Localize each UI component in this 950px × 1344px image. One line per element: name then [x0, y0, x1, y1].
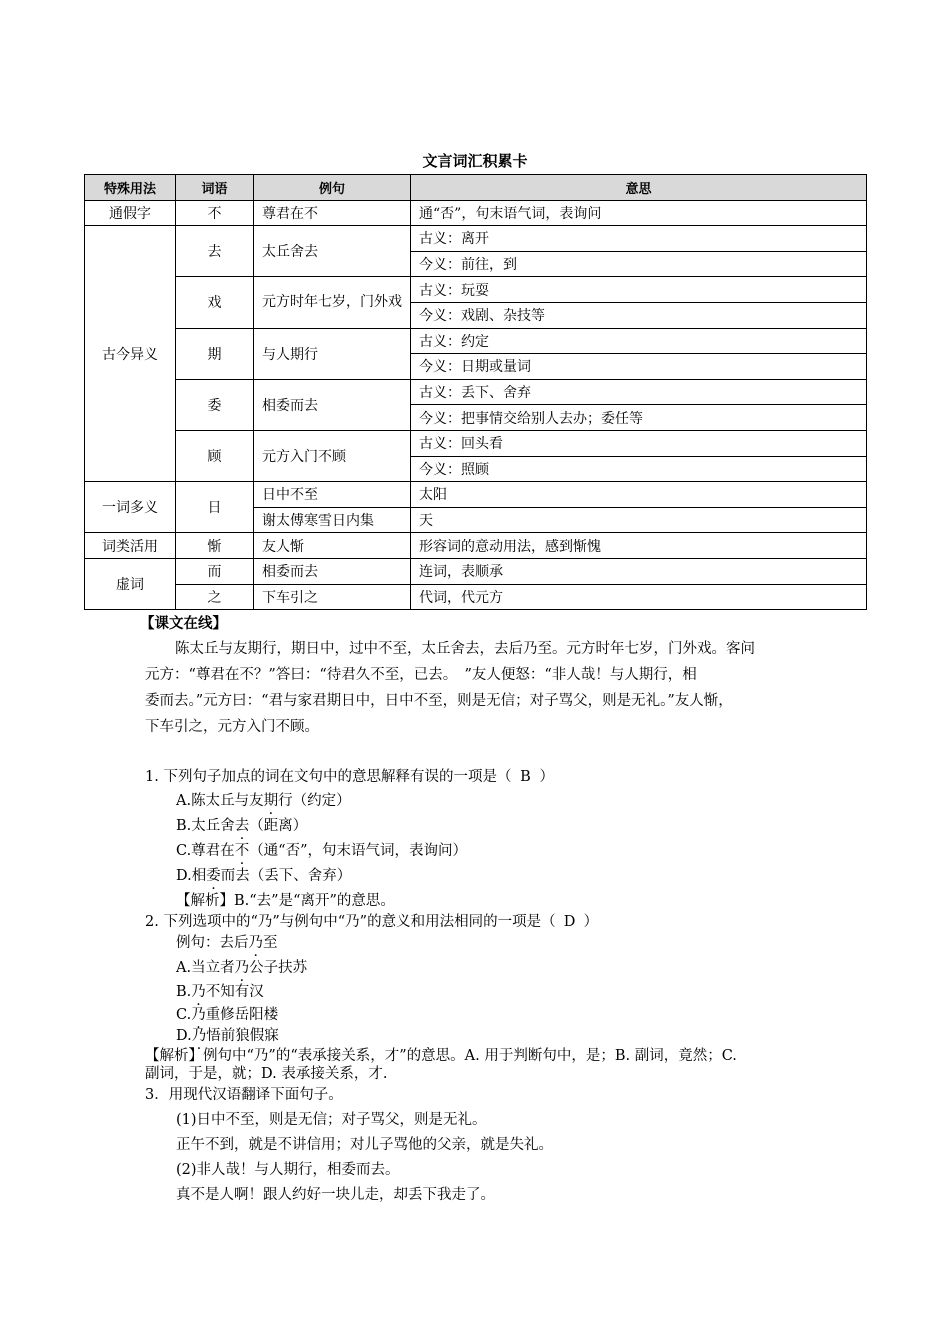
- question-3-stem: 3．用现代汉语翻译下面句子。: [145, 1087, 343, 1103]
- option-text: （距离）: [249, 818, 308, 834]
- meaning-cell: 通“否”，句末语气词，表询问: [411, 200, 867, 226]
- vocab-table: [84, 174, 867, 610]
- dotted-word: 乃: [248, 935, 263, 951]
- option-text: D.相: [176, 868, 207, 884]
- table-row: [85, 533, 867, 559]
- word-cell: 日: [176, 482, 254, 533]
- word-cell: 之: [176, 584, 254, 610]
- option-text: C.: [176, 1007, 192, 1023]
- usage-cell: 一词多义: [85, 482, 176, 533]
- option-text: 不知有汉: [205, 984, 264, 1000]
- question-2-text: 2. 下列选项中的“乃”与例句中“乃”的意义和用法相同的一项是（: [145, 914, 556, 930]
- sentence-2: (2)非人哉！与人期行，相委而去。: [176, 1162, 400, 1178]
- table-row: [85, 430, 867, 456]
- option-text: 公子扶苏: [249, 960, 308, 976]
- example-cell: 谢太傅寒雪日内集: [254, 507, 411, 533]
- word-cell: 不: [176, 200, 254, 226]
- option-text: 而去（丢下、舍弃）: [220, 868, 352, 884]
- table-row: [85, 482, 867, 508]
- translation-1: 正午不到，就是不讲信用；对儿子骂他的父亲，就是失礼。: [176, 1137, 553, 1153]
- option-text: 悟前狼假寐: [206, 1028, 279, 1044]
- question-1-stem: [145, 765, 554, 786]
- question-2-close: ）: [583, 914, 599, 930]
- table-row: [85, 277, 867, 303]
- option-text: 行（约定）: [278, 793, 351, 809]
- dotted-word: 期: [263, 793, 279, 809]
- passage-text: [145, 636, 835, 740]
- section-heading-online: 【课文在线】: [140, 616, 227, 632]
- table-row: [85, 328, 867, 354]
- question-2-stem: [145, 910, 598, 931]
- meaning-cell: 形容词的意动用法，感到惭愧: [411, 533, 867, 559]
- question-1-text: 1. 下列句子加点的词在文句中的意思解释有误的一项是（: [145, 769, 512, 785]
- dotted-word: 委: [206, 868, 221, 884]
- option-text: A.陈太丘与友: [176, 793, 264, 809]
- header-usage: 特殊用法: [85, 175, 176, 201]
- meaning-cell: 今义：照顾: [411, 456, 867, 482]
- question-2-analysis-line-1: 【解析】例句中“乃”的“表承接关系，才”的意思。A. 用于判断句中，是；B. 副词，竟然；C.: [145, 1048, 737, 1064]
- example-cell: 尊君在不: [254, 200, 411, 226]
- table-row: [85, 584, 867, 610]
- question-2-example: [176, 931, 278, 952]
- word-cell: 顾: [176, 430, 254, 481]
- question-2-option-a: [176, 956, 307, 977]
- translation-2: 真不是人啊！跟人约好一块儿走，却丢下我走了。: [176, 1187, 495, 1203]
- option-text: （通“否”，句末语气词，表询问）: [249, 843, 468, 859]
- sentence-1: (1)日中不至，则是无信；对子骂父，则是无礼。: [176, 1112, 487, 1128]
- word-cell: 去: [176, 226, 254, 277]
- usage-cell: 词类活用: [85, 533, 176, 559]
- example-cell: 与人期行: [254, 328, 411, 379]
- dotted-word: 乃: [191, 1028, 207, 1044]
- question-1-option-a: [176, 789, 351, 810]
- meaning-cell: 代词，代元方: [411, 584, 867, 610]
- table-row: [85, 226, 867, 252]
- usage-cell: 古今异义: [85, 226, 176, 482]
- option-text: 重修岳阳楼: [205, 1007, 279, 1023]
- question-2-option-d: [176, 1024, 279, 1045]
- question-1-analysis: 【解析】B.“去”是“离开”的意思。: [176, 893, 395, 909]
- example-cell: 相委而去: [254, 558, 411, 584]
- question-1-option-d: [176, 864, 351, 885]
- meaning-cell: 太阳: [411, 482, 867, 508]
- question-1-option-b: [176, 814, 307, 835]
- example-cell: 日中不至: [254, 482, 411, 508]
- meaning-cell: 古义：丢下、舍弃: [411, 379, 867, 405]
- question-1-answer: B: [520, 769, 531, 785]
- word-cell: 委: [176, 379, 254, 430]
- meaning-cell: 今义：戏剧、杂技等: [411, 302, 867, 328]
- option-text: A.当立者: [176, 960, 235, 976]
- table-row: [85, 379, 867, 405]
- table-title: 文言词汇积累卡: [422, 152, 528, 170]
- dotted-word: 不: [234, 843, 250, 859]
- dotted-word: 乃: [191, 984, 206, 1000]
- example-cell: 相委而去: [254, 379, 411, 430]
- header-example: 例句: [254, 175, 411, 201]
- meaning-cell: 古义：玩耍: [411, 277, 867, 303]
- usage-cell: 虚词: [85, 558, 176, 609]
- option-text: D.: [176, 1028, 192, 1044]
- meaning-cell: 古义：约定: [411, 328, 867, 354]
- meaning-cell: 古义：离开: [411, 226, 867, 252]
- word-cell: 惭: [176, 533, 254, 559]
- word-cell: 期: [176, 328, 254, 379]
- option-text: C.尊君在: [176, 843, 235, 859]
- example-text: 至: [263, 935, 278, 951]
- usage-cell: 通假字: [85, 200, 176, 226]
- header-word: 词语: [176, 175, 254, 201]
- example-text: 例句：去后: [176, 935, 249, 951]
- question-2-option-b: [176, 980, 264, 1001]
- question-2-answer: D: [563, 914, 576, 930]
- dotted-word: 去: [234, 818, 250, 834]
- question-1-option-c: [176, 839, 467, 860]
- table-row: [85, 558, 867, 584]
- passage-line: 委而去。”元方曰：“君与家君期日中，日中不至，则是无信；对子骂父，则是无礼。”友人惭，: [145, 693, 733, 709]
- question-1-close: ）: [539, 769, 554, 785]
- option-text: B.太丘舍: [176, 818, 235, 834]
- meaning-cell: 今义：把事情交给别人去办；委任等: [411, 405, 867, 431]
- option-text: B.: [176, 984, 192, 1000]
- question-2-option-c: [176, 1003, 278, 1024]
- meaning-cell: 今义：前往，到: [411, 251, 867, 277]
- example-cell: 太丘舍去: [254, 226, 411, 277]
- word-cell: 而: [176, 558, 254, 584]
- dotted-word: 乃: [234, 960, 250, 976]
- meaning-cell: 古义：回头看: [411, 430, 867, 456]
- passage-line: 元方：“尊君在不？”答曰：“待君久不至，已去。 ”友人便怒：“非人哉！与人期行，相: [145, 667, 697, 683]
- table-row: [85, 200, 867, 226]
- example-cell: 友人惭: [254, 533, 411, 559]
- passage-line: 下车引之，元方入门不顾。: [145, 719, 319, 735]
- table-header-row: [85, 175, 867, 201]
- header-meaning: 意思: [411, 175, 867, 201]
- example-cell: 元方入门不顾: [254, 430, 411, 481]
- word-cell: 戏: [176, 277, 254, 328]
- meaning-cell: 今义：日期或量词: [411, 354, 867, 380]
- passage-line: 陈太丘与友期行，期日中，过中不至，太丘舍去，去后乃至。元方时年七岁，门外戏。客问: [175, 641, 755, 657]
- dotted-word: 乃: [191, 1007, 206, 1023]
- question-2-analysis-line-2: 副词，于是，就；D. 表承接关系，才.: [145, 1066, 388, 1082]
- example-cell: 元方时年七岁，门外戏: [254, 277, 411, 328]
- example-cell: 下车引之: [254, 584, 411, 610]
- meaning-cell: 天: [411, 507, 867, 533]
- meaning-cell: 连词，表顺承: [411, 558, 867, 584]
